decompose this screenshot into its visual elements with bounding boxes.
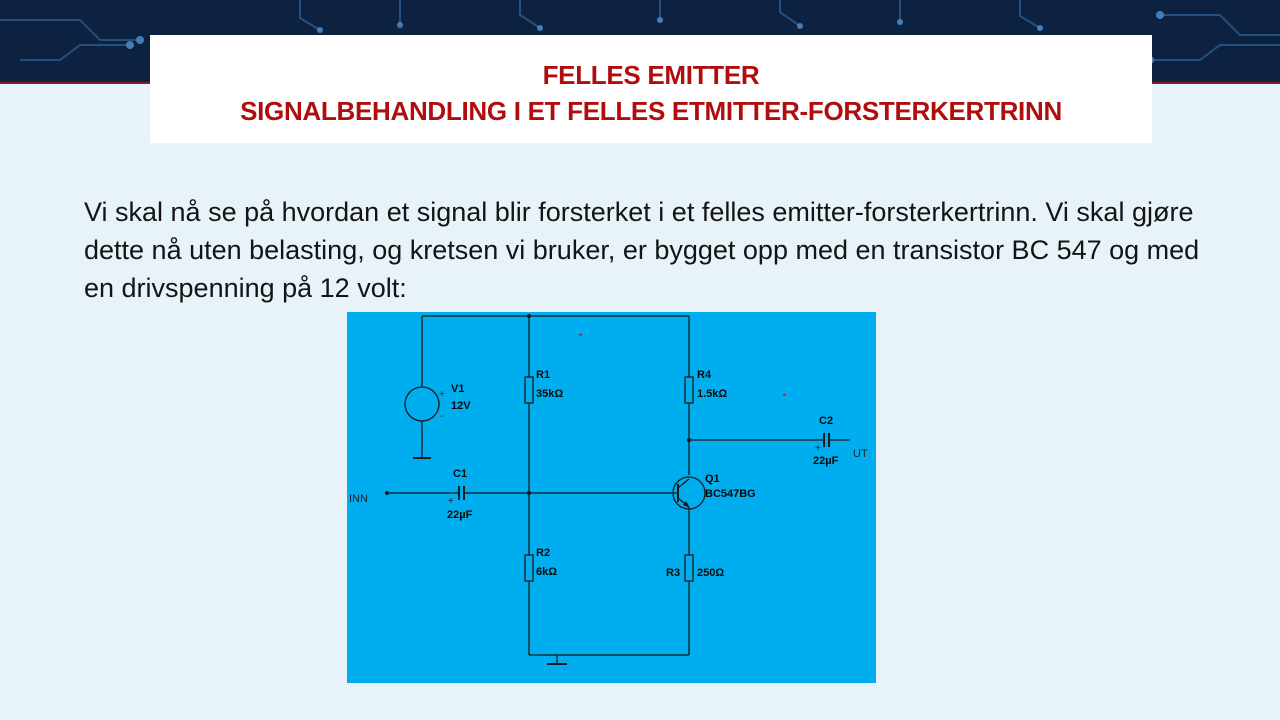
slide-subtitle: SIGNALBEHANDLING I ET FELLES ETMITTER-FORSTERKERTRINN bbox=[240, 96, 1062, 126]
circuit-schematic bbox=[347, 312, 876, 683]
voltage-source-symbol bbox=[405, 387, 439, 421]
v1-minus-sign: - bbox=[440, 411, 444, 422]
input-terminal-dot bbox=[385, 491, 389, 495]
c2-name-label: C2 bbox=[819, 415, 834, 427]
title-box bbox=[150, 35, 1152, 143]
resistor-r1-symbol bbox=[525, 377, 533, 403]
resistor-r2-symbol bbox=[525, 555, 533, 581]
c1-plus-sign: + bbox=[448, 496, 454, 507]
junction-dot bbox=[687, 438, 691, 442]
c1-name-label: C1 bbox=[453, 468, 468, 480]
q1-value-label: BC547BG bbox=[705, 488, 756, 500]
v1-name-label: V1 bbox=[451, 383, 465, 395]
resistor-r3-symbol bbox=[685, 555, 693, 581]
resistor-r4-symbol bbox=[685, 377, 693, 403]
junction-dot bbox=[527, 491, 531, 495]
c1-value-label: 22µF bbox=[447, 509, 473, 521]
output-label: UT bbox=[853, 448, 868, 460]
r4-name-label: R4 bbox=[697, 369, 712, 381]
v1-plus-sign: + bbox=[439, 389, 445, 400]
c2-plus-sign: + bbox=[815, 443, 821, 454]
red-mark bbox=[579, 334, 582, 336]
r2-value-label: 6kΩ bbox=[536, 566, 558, 578]
junction-dot bbox=[527, 314, 531, 318]
red-mark bbox=[783, 394, 786, 396]
r3-value-label: 250Ω bbox=[697, 567, 725, 579]
emitter-arrow-icon bbox=[683, 501, 690, 508]
circuit-diagram bbox=[347, 312, 876, 683]
r1-value-label: 35kΩ bbox=[536, 388, 564, 400]
c2-value-label: 22µF bbox=[813, 455, 839, 467]
body-paragraph: Vi skal nå se på hvordan et signal blir forsterket i et felles emitter-forsterkertrinn. Vi skal gjøre dette nå uten belasting, og kretsen vi bruker, er bygget opp med en transistor BC 547 og med en drivspenning på 12 volt: bbox=[84, 197, 1200, 303]
r3-name-label: R3 bbox=[666, 567, 681, 579]
input-label: INN bbox=[349, 493, 368, 505]
q1-name-label: Q1 bbox=[705, 473, 720, 485]
slide-title: FELLES EMITTER bbox=[542, 60, 760, 90]
v1-value-label: 12V bbox=[451, 400, 471, 412]
r2-name-label: R2 bbox=[536, 547, 551, 559]
r4-value-label: 1.5kΩ bbox=[697, 388, 728, 400]
r1-name-label: R1 bbox=[536, 369, 551, 381]
